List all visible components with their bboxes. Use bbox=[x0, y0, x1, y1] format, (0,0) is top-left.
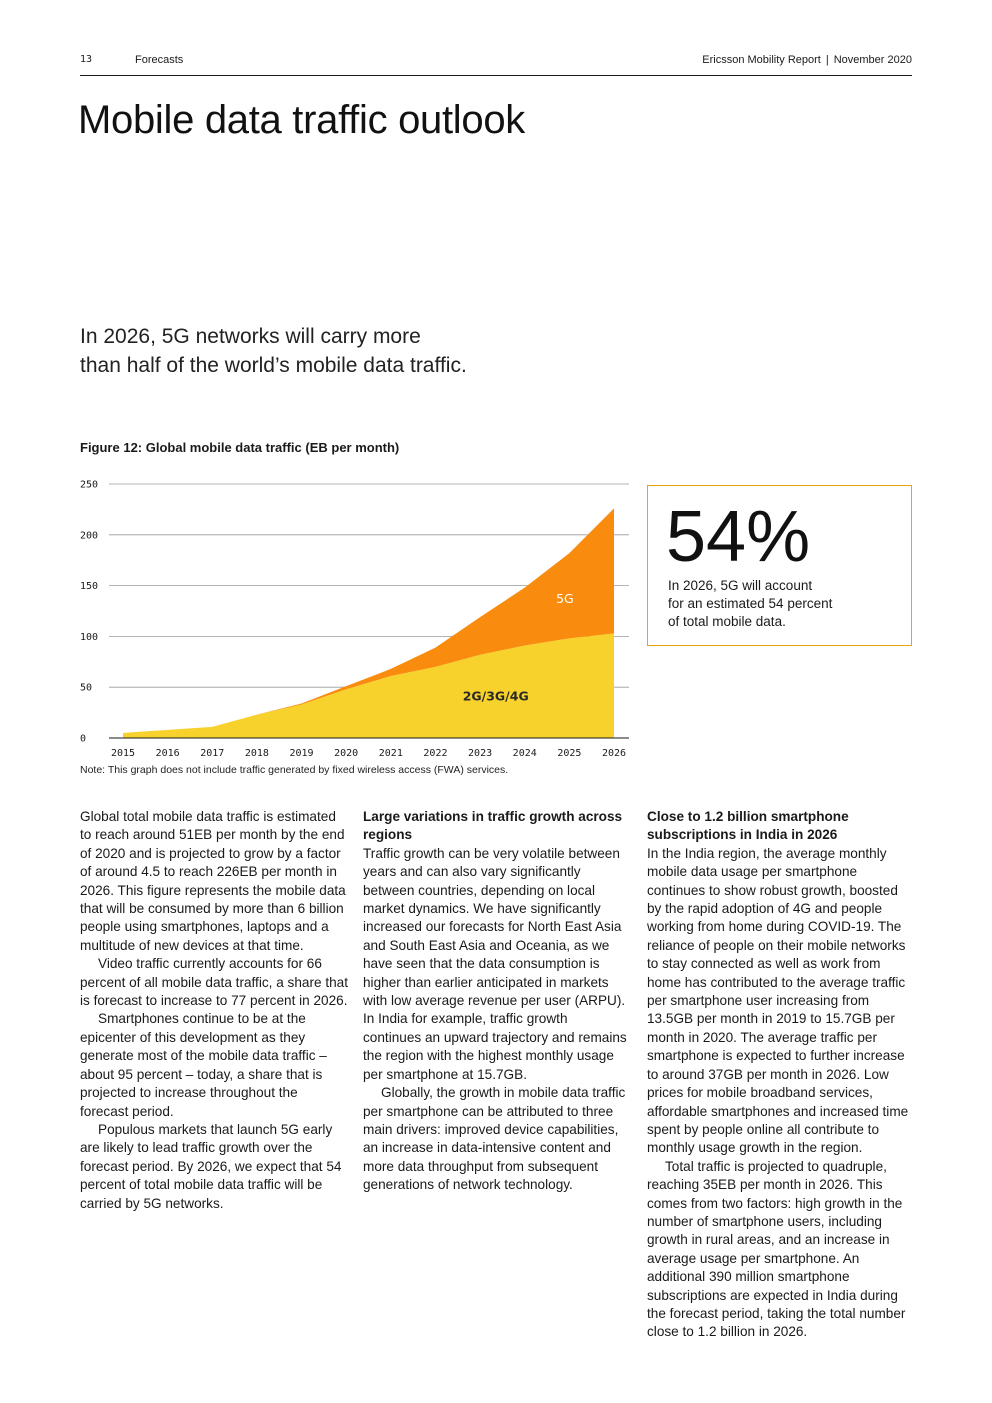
series-label-2g3g4g: 2G/3G/4G bbox=[462, 688, 529, 704]
paragraph: Total traffic is projected to quadruple, reaching 35EB per month in 2026. This comes from two factors: high growth in the number of smartphone users, including growth in rural areas, and an increase in average usage per smartphone. An additional 390 million smartphone subscriptions are expected in India during the forecast period, taking the total number close to 1.2 billion in 2026. bbox=[647, 1158, 906, 1340]
paragraph: Traffic growth can be very volatile between years and can also vary significantly between countries, depending on local market dynamics. We have significantly increased our forecasts for North East Asia and South East Asia and Oceania, as we have seen that the data consumption is higher than earlier anticipated in markets with low average revenue per user (ARPU). In India for example, traffic growth continues an upward trajectory and remains the region with the highest monthly usage per smartphone at 15.7GB. bbox=[363, 845, 627, 1082]
paragraph: Video traffic currently accounts for 66 percent of all mobile data traffic, a share that is forecast to increase to 77 percent in 2026. bbox=[80, 956, 348, 1009]
header-separator: | bbox=[825, 54, 829, 66]
section-heading: Large variations in traffic growth across regions bbox=[363, 809, 623, 843]
y-tick-label: 100 bbox=[80, 631, 99, 643]
series-label-5g: 5G bbox=[556, 590, 574, 606]
paragraph: In the India region, the average monthly mobile data usage per smartphone continues to show robust growth, boosted by the rapid adoption of 4G and people working from home during COVID-19. The reliance of people on their mobile networks to stay connected as well as work from home has contributed to the average traffic per smartphone user increasing from 13.5GB per month in 2019 to 15.7GB per month in 2020. The average traffic per smartphone is expected to further increase to around 37GB per month in 2026. Low prices for mobile broadband services, affordable smartphones and increased time spent by people online all contribute to monthly usage growth in the region. bbox=[647, 845, 909, 1156]
x-tick-label: 2018 bbox=[244, 748, 269, 759]
y-tick-label: 0 bbox=[80, 733, 87, 745]
lead-line-1: In 2026, 5G networks will carry more bbox=[80, 325, 421, 348]
x-tick-label: 2023 bbox=[468, 748, 493, 759]
body-column-3 bbox=[647, 808, 915, 1342]
y-tick-label: 150 bbox=[80, 581, 99, 593]
callout-value: 54% bbox=[666, 497, 811, 577]
page-number: 13 bbox=[80, 54, 93, 65]
x-tick-label: 2021 bbox=[378, 748, 403, 759]
callout-line-2: for an estimated 54 percent bbox=[668, 596, 833, 611]
section-name: Forecasts bbox=[135, 54, 184, 66]
page-header bbox=[80, 52, 912, 76]
paragraph: Globally, the growth in mobile data traffic per smartphone can be attributed to three main drivers: improved device capabilities, an increase in data-intensive content and more data throughput from subsequent generations of network technology. bbox=[363, 1085, 626, 1193]
publication-title: Ericsson Mobility Report bbox=[702, 54, 821, 66]
paragraph: Global total mobile data traffic is estimated to reach around 51EB per month by the end of 2020 and is projected to grow by a factor of around 4.5 to reach 226EB per month in 2026. This figure represents the mobile data that will be consumed by more than 6 billion people using smartphones, laptops and a multitude of new devices at that time. bbox=[80, 809, 346, 953]
callout-line-1: In 2026, 5G will account bbox=[668, 578, 813, 593]
x-tick-label: 2016 bbox=[155, 748, 180, 759]
x-tick-label: 2020 bbox=[334, 748, 359, 759]
callout-line-3: of total mobile data. bbox=[668, 614, 786, 629]
y-tick-label: 250 bbox=[80, 479, 99, 491]
area-series-2g-3g-4g bbox=[123, 633, 614, 738]
figure-caption: Figure 12: Global mobile data traffic (EB per month) bbox=[80, 440, 400, 455]
callout-description bbox=[668, 577, 848, 631]
y-tick-label: 200 bbox=[80, 530, 99, 542]
x-tick-label: 2017 bbox=[200, 748, 225, 759]
body-column-1 bbox=[80, 808, 348, 1213]
page-title: Mobile data traffic outlook bbox=[78, 98, 525, 142]
paragraph: Smartphones continue to be at the epicenter of this development as they generate most of the mobile data traffic – about 95 percent – today, a share that is projected to increase throughout the forecast period. bbox=[80, 1011, 327, 1119]
y-tick-label: 50 bbox=[80, 682, 93, 694]
lead-line-2: than half of the world’s mobile data traffic. bbox=[80, 354, 467, 377]
statistic-callout bbox=[647, 485, 912, 646]
section-heading: Close to 1.2 billion smartphone subscriptions in India in 2026 bbox=[647, 809, 849, 843]
publication-info bbox=[702, 54, 912, 66]
x-tick-label: 2022 bbox=[423, 748, 448, 759]
x-tick-label: 2026 bbox=[601, 748, 627, 759]
paragraph: Populous markets that launch 5G early are likely to lead traffic growth over the forecast period. By 2026, we expect that 54 percent of total mobile data traffic will be carried by 5G networks. bbox=[80, 1121, 342, 1211]
lead-statement bbox=[80, 322, 600, 380]
x-tick-label: 2015 bbox=[110, 748, 136, 759]
x-tick-label: 2019 bbox=[289, 748, 314, 759]
x-tick-label: 2024 bbox=[512, 748, 537, 759]
body-column-2 bbox=[363, 808, 627, 1195]
x-tick-label: 2025 bbox=[557, 748, 582, 759]
traffic-area-chart bbox=[72, 472, 637, 764]
figure-note: Note: This graph does not include traffic generated by fixed wireless access (FWA) services. bbox=[80, 764, 509, 776]
publication-date: November 2020 bbox=[833, 54, 912, 66]
